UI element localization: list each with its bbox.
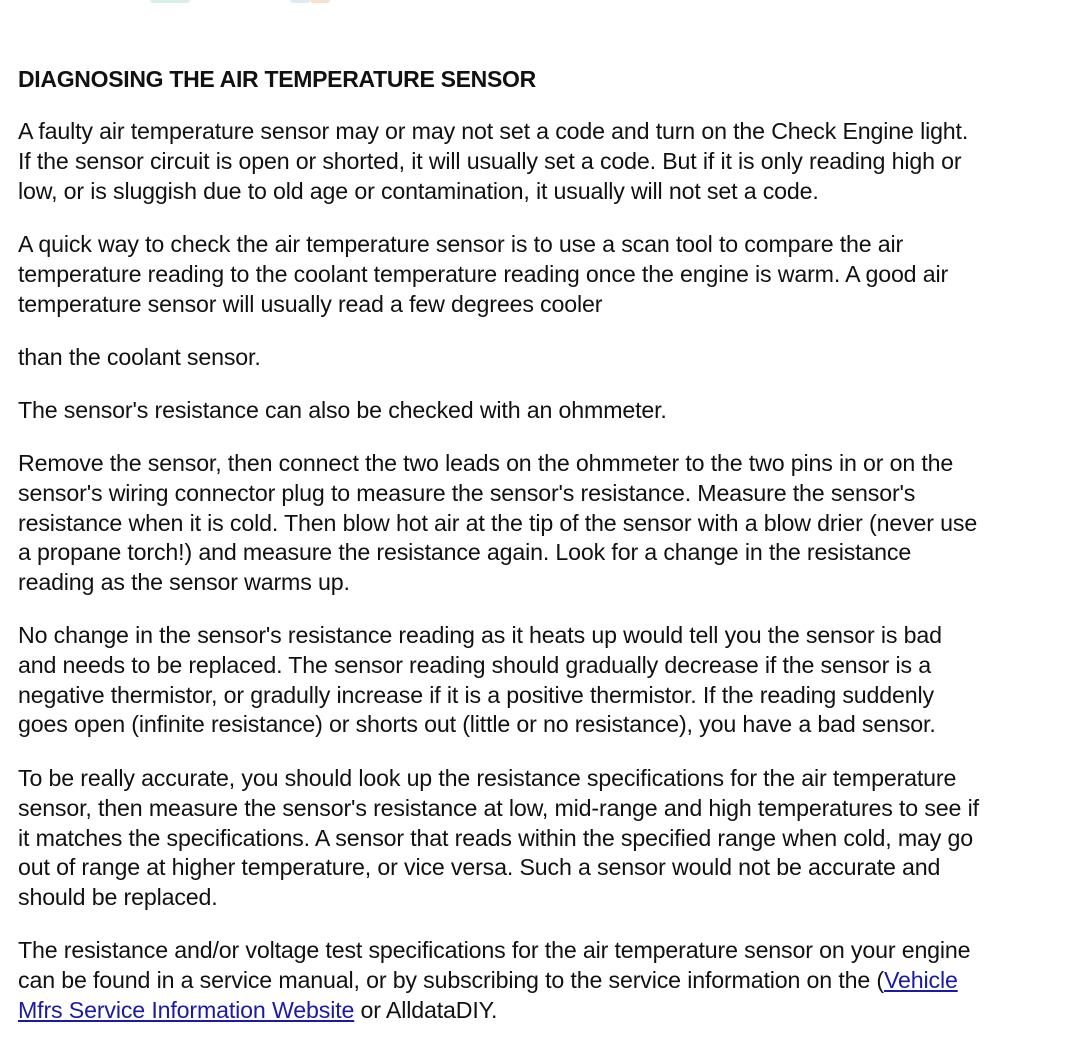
text-line: reading as the sensor warms up. <box>18 569 350 596</box>
text-line: The sensor's resistance can also be checked with an ohmmeter. <box>18 397 667 423</box>
text-line: sensor's wiring connector plug to measure the sensor's resistance. Measure the sensor's <box>18 479 916 506</box>
paragraph-8 <box>18 936 970 1025</box>
vehicle-mfrs-service-info-link-cont[interactable]: Mfrs Service Information Website <box>18 996 355 1023</box>
text-line: No change in the sensor's resistance reading as it heats up would tell you the sensor is bad <box>18 622 942 648</box>
text-line: temperature reading to the coolant temperature reading once the engine is warm. A good air <box>18 260 949 287</box>
text-line: it matches the specifications. A sensor that reads within the specified range when cold, may go <box>18 824 974 851</box>
text-line: temperature sensor will usually read a few degrees cooler <box>18 290 603 317</box>
paragraph-7 <box>18 764 979 913</box>
text-line: A quick way to check the air temperature sensor is to use a scan tool to compare the air <box>18 231 904 257</box>
text-line: a propane torch!) and measure the resistance again. Look for a change in the resistance <box>18 539 912 566</box>
paragraph-6 <box>18 621 942 740</box>
article-heading: DIAGNOSING THE AIR TEMPERATURE SENSOR <box>18 66 536 92</box>
text-line: sensor, then measure the sensor's resistance at low, mid-range and high temperatures to see if <box>18 794 979 821</box>
text-line: goes open (infinite resistance) or shorts out (little or no resistance), you have a bad sensor. <box>18 711 936 738</box>
text-line: Remove the sensor, then connect the two leads on the ohmmeter to the two pins in or on the <box>18 450 954 476</box>
text-line: If the sensor circuit is open or shorted, it will usually set a code. But if it is only reading high or <box>18 147 962 174</box>
header-decoration <box>290 0 310 3</box>
cropped-header-remnant <box>0 0 1065 6</box>
text-line: negative thermistor, or gradully increase if it is a positive thermistor. If the reading suddenly <box>18 681 934 708</box>
text-line: A faulty air temperature sensor may or may not set a code and turn on the Check Engine light. <box>18 118 969 144</box>
line-text: can be found in a service manual, or by subscribing to the service information on the ( <box>18 966 884 993</box>
paragraph-3 <box>18 343 261 373</box>
text-line: and needs to be replaced. The sensor reading should gradually decrease if the sensor is a <box>18 651 932 678</box>
line-text: or AlldataDIY. <box>354 996 498 1023</box>
text-line: To be really accurate, you should look up the resistance specifications for the air temperature <box>18 765 957 791</box>
text-line: The resistance and/or voltage test specifications for the air temperature sensor on your engine <box>18 937 971 963</box>
header-decoration <box>310 0 330 3</box>
text-line: than the coolant sensor. <box>18 344 261 370</box>
text-line: low, or is sluggish due to old age or contamination, it usually will not set a code. <box>18 177 819 204</box>
text-line: should be replaced. <box>18 884 218 911</box>
paragraph-2 <box>18 230 948 319</box>
text-line <box>18 996 970 1026</box>
paragraph-4 <box>18 396 667 426</box>
paragraph-1 <box>18 117 968 206</box>
text-line: resistance when it is cold. Then blow hot air at the tip of the sensor with a blow drier (never use <box>18 509 978 536</box>
text-line <box>18 966 970 996</box>
paragraph-5 <box>18 449 977 598</box>
text-line: out of range at higher temperature, or vice versa. Such a sensor would not be accurate and <box>18 854 941 881</box>
vehicle-mfrs-service-info-link[interactable]: Vehicle <box>883 966 958 993</box>
header-decoration <box>150 0 190 3</box>
